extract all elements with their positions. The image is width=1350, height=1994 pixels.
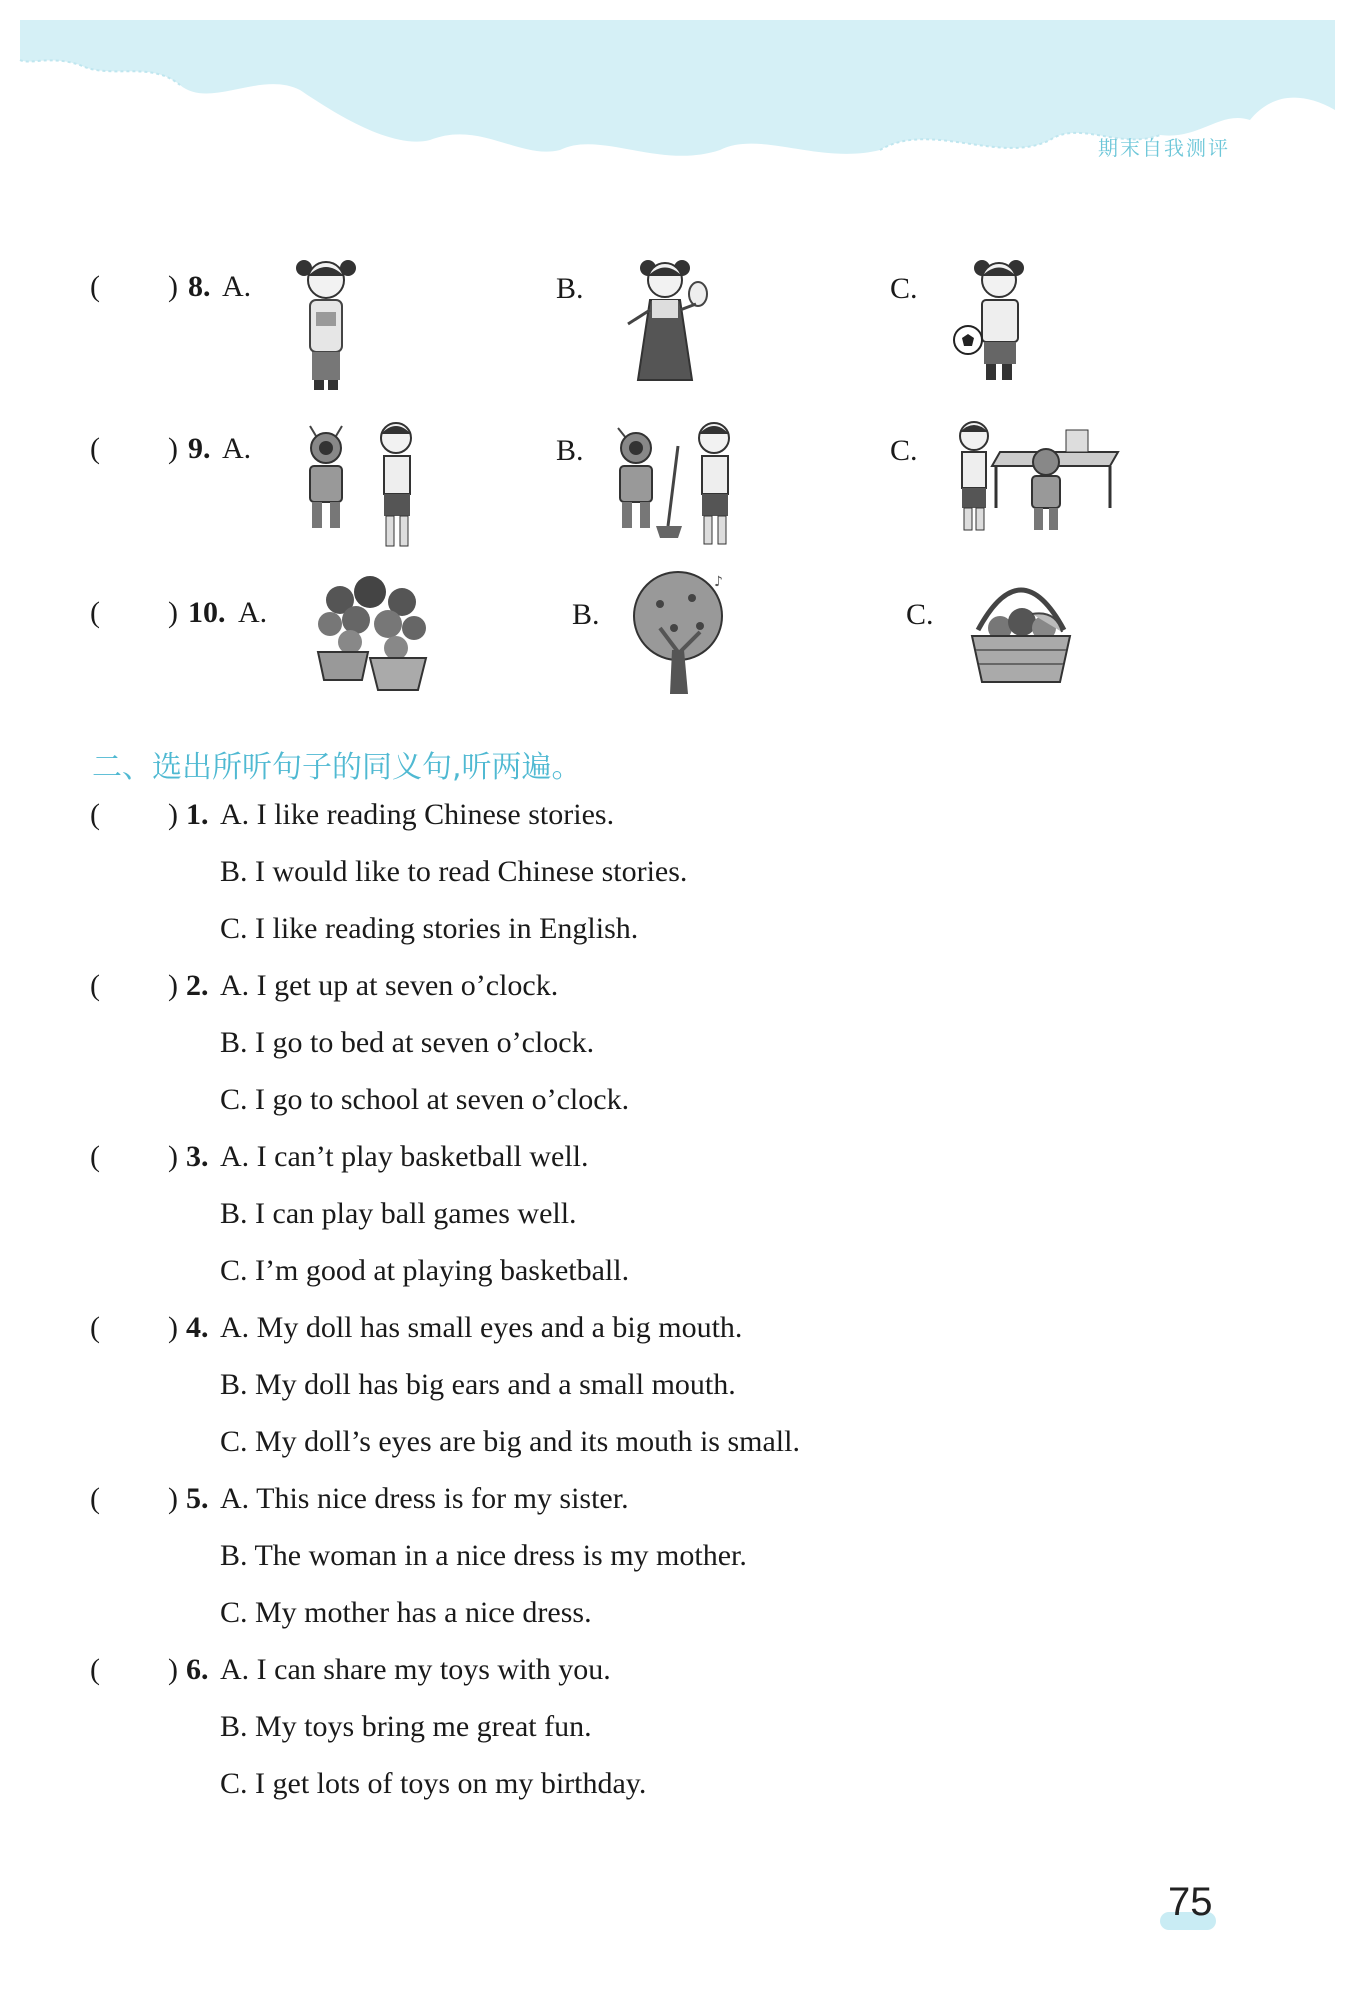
option-c-label: C. xyxy=(890,434,918,467)
answer-paren-open: ( xyxy=(90,969,100,1002)
answer-paren-close: ) xyxy=(168,969,178,1002)
answer-paren-close: ) xyxy=(168,798,178,831)
picture-question-8 xyxy=(0,250,1350,390)
option-b: B. I can play ball games well. xyxy=(220,1197,577,1230)
answer-paren-open: ( xyxy=(90,270,100,303)
option-c: C. I get lots of toys on my birthday. xyxy=(220,1767,647,1800)
option-a-label: A. xyxy=(222,432,252,465)
answer-paren-close: ) xyxy=(168,1482,178,1515)
option-a-label: A. xyxy=(222,270,252,303)
option-c: C. My doll’s eyes are big and its mouth is small. xyxy=(220,1425,800,1458)
question-number: 5. xyxy=(186,1482,209,1515)
option-a: A. This nice dress is for my sister. xyxy=(220,1482,629,1515)
option-c: C. My mother has a nice dress. xyxy=(220,1596,592,1629)
girl-with-soccer-ball-icon xyxy=(952,254,1042,384)
answer-paren-close: ) xyxy=(168,432,178,465)
robot-and-boy-sweeping-icon xyxy=(608,416,748,556)
option-a: A. I can share my toys with you. xyxy=(220,1653,611,1686)
question-number: 8. xyxy=(188,270,211,303)
answer-paren-open: ( xyxy=(90,1311,100,1344)
option-c: C. I’m good at playing basketball. xyxy=(220,1254,630,1287)
question-number: 2. xyxy=(186,969,209,1002)
picture-question-10 xyxy=(0,576,1350,716)
answer-paren-close: ) xyxy=(168,270,178,303)
answer-paren-close: ) xyxy=(168,1311,178,1344)
option-a-label: A. xyxy=(238,596,268,629)
option-c: C. I like reading stories in English. xyxy=(220,912,639,945)
option-c: C. I go to school at seven o’clock. xyxy=(220,1083,630,1116)
question-number: 3. xyxy=(186,1140,209,1173)
girl-holding-book-icon xyxy=(290,254,362,394)
option-b-label: B. xyxy=(556,434,584,467)
potted-flowers-icon xyxy=(310,576,434,696)
option-b: B. I would like to read Chinese stories. xyxy=(220,855,688,888)
question-number: 10. xyxy=(188,596,226,629)
answer-paren-open: ( xyxy=(90,1140,100,1173)
question-number: 1. xyxy=(186,798,209,831)
tree-icon xyxy=(630,568,730,698)
picture-question-9 xyxy=(0,412,1350,552)
answer-paren-open: ( xyxy=(90,798,100,831)
answer-paren-close: ) xyxy=(168,1653,178,1686)
question-number: 4. xyxy=(186,1311,209,1344)
header-section-label: 期末自我测评 xyxy=(1098,136,1230,160)
question-number: 9. xyxy=(188,432,211,465)
answer-paren-close: ) xyxy=(168,596,178,629)
answer-paren-open: ( xyxy=(90,596,100,629)
option-a: A. I can’t play basketball well. xyxy=(220,1140,589,1173)
option-b: B. My doll has big ears and a small mouth. xyxy=(220,1368,736,1401)
option-b-label: B. xyxy=(572,598,600,631)
option-c-label: C. xyxy=(906,598,934,631)
option-c-label: C. xyxy=(890,272,918,305)
answer-paren-open: ( xyxy=(90,1653,100,1686)
svg-text:♪: ♪ xyxy=(714,574,723,590)
option-a: A. My doll has small eyes and a big mouth. xyxy=(220,1311,743,1344)
option-b: B. My toys bring me great fun. xyxy=(220,1710,592,1743)
page-number: 75 xyxy=(1168,1880,1213,1924)
option-b: B. I go to bed at seven o’clock. xyxy=(220,1026,595,1059)
girl-in-dress-with-fan-icon xyxy=(620,254,710,384)
option-b-label: B. xyxy=(556,272,584,305)
robot-and-boy-icon xyxy=(290,416,430,556)
option-b: B. The woman in a nice dress is my mother. xyxy=(220,1539,747,1572)
question-number: 6. xyxy=(186,1653,209,1686)
boy-and-robot-table-icon xyxy=(950,416,1120,536)
answer-paren-close: ) xyxy=(168,1140,178,1173)
answer-paren-open: ( xyxy=(90,1482,100,1515)
answer-paren-open: ( xyxy=(90,432,100,465)
option-a: A. I like reading Chinese stories. xyxy=(220,798,615,831)
fruit-basket-icon xyxy=(966,570,1076,690)
section-title: 二、选出所听句子的同义句,听两遍。 xyxy=(92,750,582,785)
option-a: A. I get up at seven o’clock. xyxy=(220,969,559,1002)
